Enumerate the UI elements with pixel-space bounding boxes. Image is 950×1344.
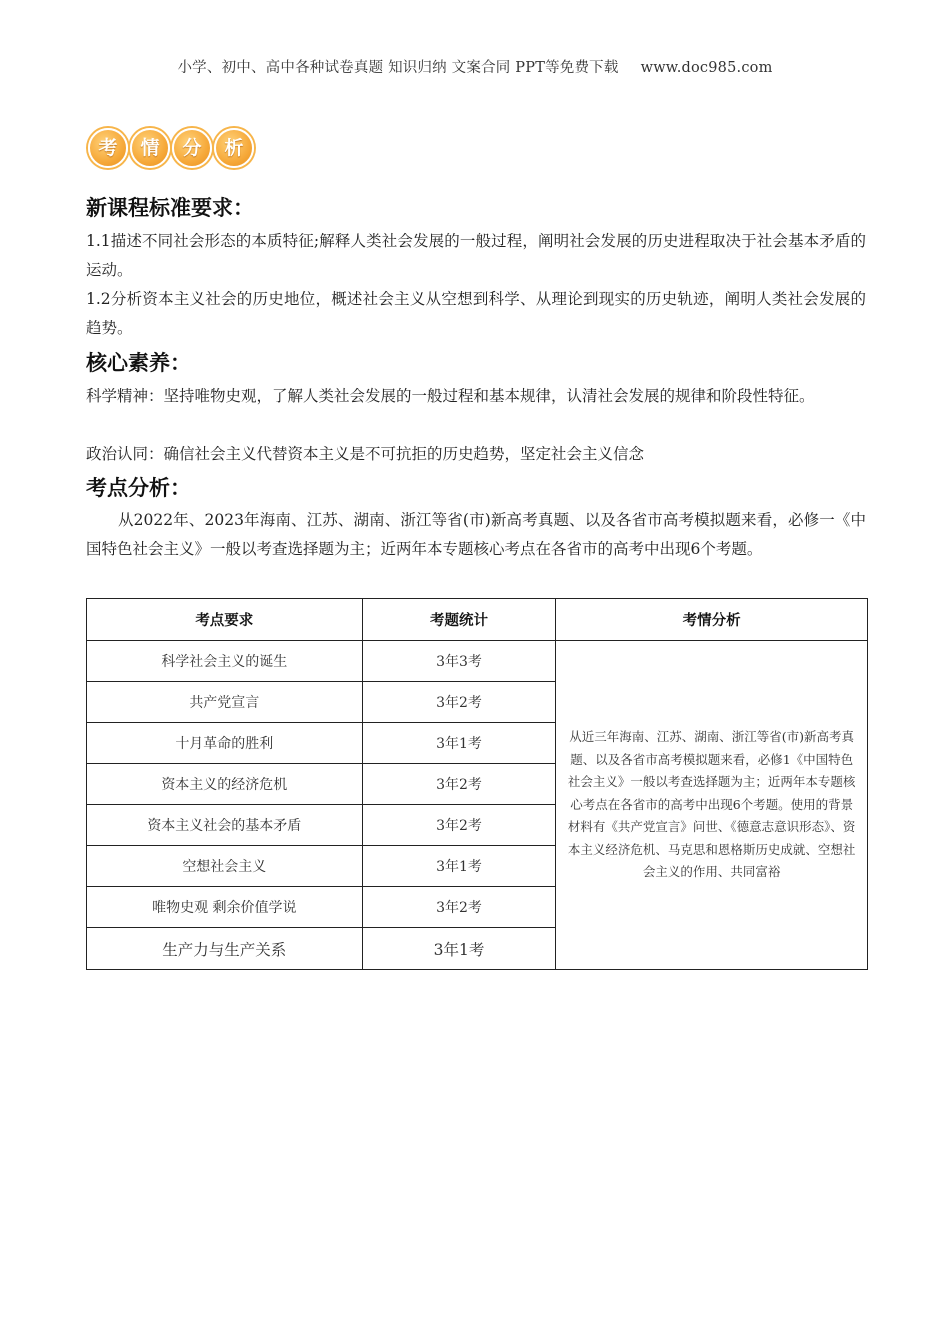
topic-cell: 科学社会主义的诞生 (87, 641, 363, 682)
header-analysis: 考情分析 (556, 599, 868, 641)
stat-cell: 3年2考 (362, 764, 556, 805)
stat-cell: 3年2考 (362, 805, 556, 846)
stat-cell: 3年1考 (362, 846, 556, 887)
stat-cell: 3年3考 (362, 641, 556, 682)
topic-cell: 资本主义的经济危机 (87, 764, 363, 805)
stat-cell: 3年1考 (362, 723, 556, 764)
standards-title: 新课程标准要求： (86, 196, 254, 220)
topic-cell: 唯物史观 剩余价值学说 (87, 887, 363, 928)
stat-cell: 3年1考 (362, 928, 556, 970)
badge-char: 情 (130, 128, 170, 168)
literacy-p1: 科学精神：坚持唯物史观，了解人类社会发展的一般过程和基本规律，认清社会发展的规律和阶段性特征。 (86, 387, 815, 405)
stat-cell: 3年2考 (362, 887, 556, 928)
topic-cell: 资本主义社会的基本矛盾 (87, 805, 363, 846)
badge-char: 析 (214, 128, 254, 168)
header-stat: 考题统计 (362, 599, 556, 641)
badge-char: 考 (88, 128, 128, 168)
page-header (0, 56, 950, 77)
standards-p1: 1.1描述不同社会形态的本质特征;解释人类社会发展的一般过程，阐明社会发展的历史进程取决于社会基本矛盾的运动。 (86, 232, 866, 279)
analysis-cell: 从近三年海南、江苏、湖南、浙江等省(市)新高考真题、以及各省市高考模拟题来看，必修1《中国特色社会主义》一般以考查选择题为主；近两年本专题核心考点在各省市的高考中出现6个考题。使用的背景材料有《共产党宣言》问世、《德意志意识形态》、资本主义经济危机、马克思和恩格斯历史成就、空想社会主义的作用、共同富裕 (556, 641, 868, 970)
section-badge (88, 128, 254, 168)
literacy-title: 核心素养： (86, 351, 191, 375)
header-topic: 考点要求 (87, 599, 363, 641)
topic-cell: 共产党宣言 (87, 682, 363, 723)
table-row (87, 641, 868, 682)
topic-cell: 空想社会主义 (87, 846, 363, 887)
exam-table (86, 598, 868, 970)
header-url[interactable]: www.doc985.com (640, 60, 773, 76)
topic-cell: 生产力与生产关系 (87, 928, 363, 970)
table-header-row (87, 599, 868, 641)
literacy-p2: 政治认同：确信社会主义代替资本主义是不可抗拒的历史趋势，坚定社会主义信念 (86, 445, 645, 463)
badge-char: 分 (172, 128, 212, 168)
analysis-title: 考点分析： (86, 476, 191, 500)
stat-cell: 3年2考 (362, 682, 556, 723)
topic-cell: 十月革命的胜利 (87, 723, 363, 764)
standards-p2: 1.2分析资本主义社会的历史地位，概述社会主义从空想到科学、从理论到现实的历史轨迹，阐明人类社会发展的趋势。 (86, 290, 866, 337)
analysis-p1: 从2022年、2023年海南、江苏、湖南、浙江等省(市)新高考真题、以及各省市高考模拟题来看，必修一《中国特色社会主义》一般以考查选择题为主；近两年本专题核心考点在各省市的高考中出现6个考题。 (86, 511, 866, 558)
header-text: 小学、初中、高中各种试卷真题 知识归纳 文案合同 PPT等免费下载 (177, 60, 619, 76)
